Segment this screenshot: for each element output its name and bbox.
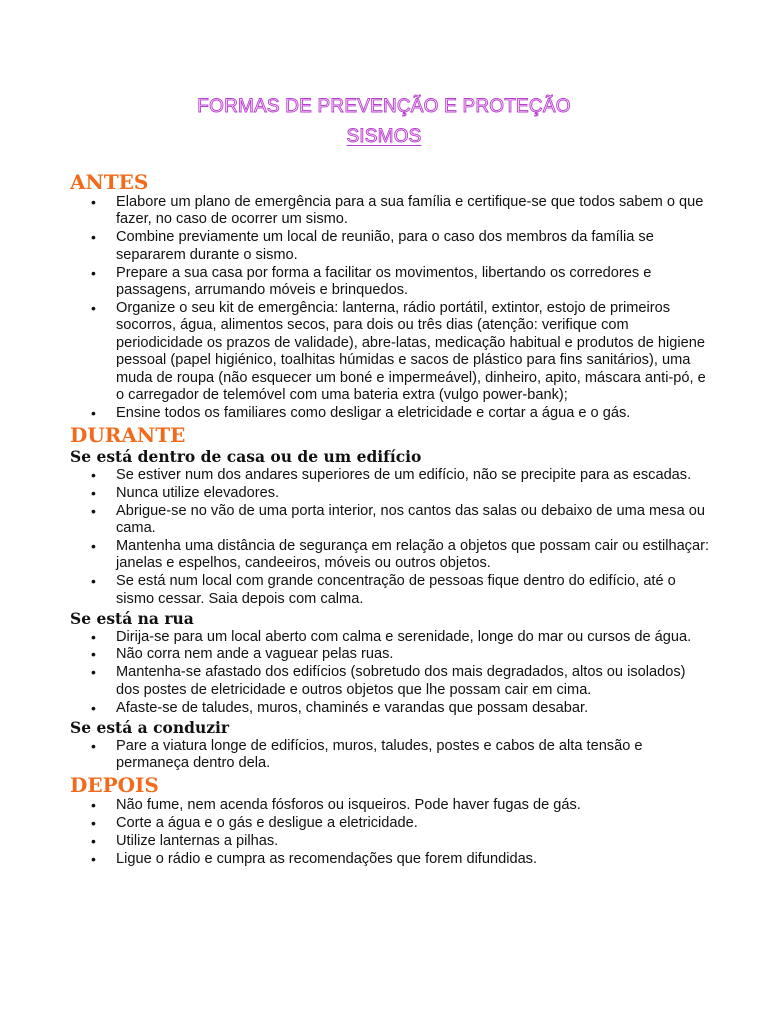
list-item (70, 573, 710, 608)
section-heading-antes: ANTES (70, 170, 149, 194)
list-item (70, 538, 710, 573)
bullet-icon: • (91, 194, 96, 210)
list-item-text: Dirija-se para um local aberto com calma e serenidade, longe do mar ou cursos de água. (116, 628, 692, 645)
list-item-text: Ensine todos os familiares como desligar a eletricidade e cortar a água e o gás. (116, 404, 631, 421)
subheading-rua: Se está na rua (70, 608, 194, 628)
bullet-icon: • (91, 832, 96, 849)
list-item (70, 503, 710, 538)
list-item-text: Mantenha uma distância de segurança em relação a objetos que possam cair ou estilhaçar: janelas e espelhos, candeeiros, móveis ou outros objetos. (116, 537, 710, 572)
list-item-text: Afaste-se de taludes, muros, chaminés e varandas que possam desabar. (116, 699, 589, 716)
list-item-text: Organize o seu kit de emergência: lanterna, rádio portátil, extintor, estojo de primeiros socorros, água, alimentos secos, para dois ou três dias (atenção: verifique com periodicidade os prazos de validade), abre-latas, medicação habitual e produtos de higiene pessoal (papel higiénico, toalhitas húmidas e sacos de plástico para fins sanitários), uma muda de roupa (não esquecer um boné e impermeável), dinheiro, apito, máscara anti-pó, e o carregador de telemóvel com uma bateria extra (vulgo power-bank); (116, 299, 706, 403)
list-item-text: Corte a água e o gás e desligue a eletricidade. (116, 814, 418, 831)
list-item (70, 815, 710, 832)
list-depois (70, 797, 710, 868)
bullet-icon: • (91, 699, 96, 716)
list-item-text: Combine previamente um local de reunião, para o caso dos membros da família se separarem durante o sismo. (116, 229, 654, 263)
list-item-text: Nunca utilize elevadores. (116, 484, 280, 501)
list-item (70, 194, 710, 229)
bullet-icon: • (91, 229, 96, 246)
list-item (70, 738, 710, 773)
list-item (70, 700, 710, 717)
list-item (70, 467, 710, 484)
list-durante-rua (70, 629, 710, 718)
list-item (70, 851, 710, 868)
bullet-icon: • (91, 850, 96, 867)
list-item-text: Se está num local com grande concentração de pessoas fique dentro do edifício, até o sismo cessar. Saia depois com calma. (116, 573, 676, 607)
list-durante-casa (70, 467, 710, 608)
list-item-text: Se estiver num dos andares superiores de um edifício, não se precipite para as escadas. (116, 466, 692, 483)
section-heading-durante: DURANTE (70, 422, 186, 447)
list-item-text: Não corra nem ande a vaguear pelas ruas. (116, 646, 394, 663)
title-line-1: FORMAS DE PREVENÇÃO E PROTEÇÃO (197, 96, 571, 117)
title-line-2: SISMOS (346, 126, 422, 147)
subheading-casa: Se está dentro de casa ou de um edifício (70, 446, 422, 466)
bullet-icon: • (91, 628, 96, 645)
list-item (70, 405, 710, 422)
list-item (70, 265, 710, 300)
bullet-icon: • (91, 404, 96, 421)
list-durante-conduzir (70, 738, 710, 773)
document-title (0, 92, 768, 152)
bullet-icon: • (91, 646, 96, 663)
bullet-icon: • (91, 537, 96, 554)
bullet-icon: • (91, 664, 96, 681)
subheading-conduzir: Se está a conduzir (70, 717, 230, 737)
bullet-icon: • (91, 299, 96, 316)
list-item (70, 833, 710, 850)
list-item (70, 300, 710, 404)
bullet-icon: • (91, 466, 96, 483)
bullet-icon: • (91, 737, 96, 754)
bullet-icon: • (91, 796, 96, 813)
list-item (70, 646, 710, 663)
list-item (70, 229, 710, 264)
list-item-text: Mantenha-se afastado dos edifícios (sobretudo dos mais degradados, altos ou isolados) dos postes de eletricidade e outros objetos que lhe possam cair em cima. (116, 664, 686, 698)
list-item-text: Ligue o rádio e cumpra as recomendações que forem difundidas. (116, 850, 538, 867)
list-item-text: Pare a viatura longe de edifícios, muros, taludes, postes e cabos de alta tensão e permaneça dentro dela. (116, 737, 643, 771)
bullet-icon: • (91, 484, 96, 501)
list-item-text: Não fume, nem acenda fósforos ou isqueiros. Pode haver fugas de gás. (116, 796, 581, 813)
section-heading-depois: DEPOIS (70, 772, 159, 797)
bullet-icon: • (91, 264, 96, 281)
bullet-icon: • (91, 573, 96, 590)
list-item-text: Utilize lanternas a pilhas. (116, 832, 279, 849)
list-item-text: Elabore um plano de emergência para a sua família e certifique-se que todos sabem o que fazer, no caso de ocorrer um sismo. (116, 194, 704, 228)
list-item-text: Prepare a sua casa por forma a facilitar os movimentos, libertando os corredores e passagens, arrumando móveis e brinquedos. (116, 264, 652, 299)
list-antes (70, 194, 710, 422)
list-item (70, 629, 710, 646)
document-body (70, 170, 710, 869)
list-item (70, 664, 710, 699)
list-item (70, 485, 710, 502)
bullet-icon: • (91, 814, 96, 831)
bullet-icon: • (91, 502, 96, 519)
list-item (70, 797, 710, 814)
list-item-text: Abrigue-se no vão de uma porta interior, nos cantos das salas ou debaixo de uma mesa ou cama. (116, 502, 705, 536)
